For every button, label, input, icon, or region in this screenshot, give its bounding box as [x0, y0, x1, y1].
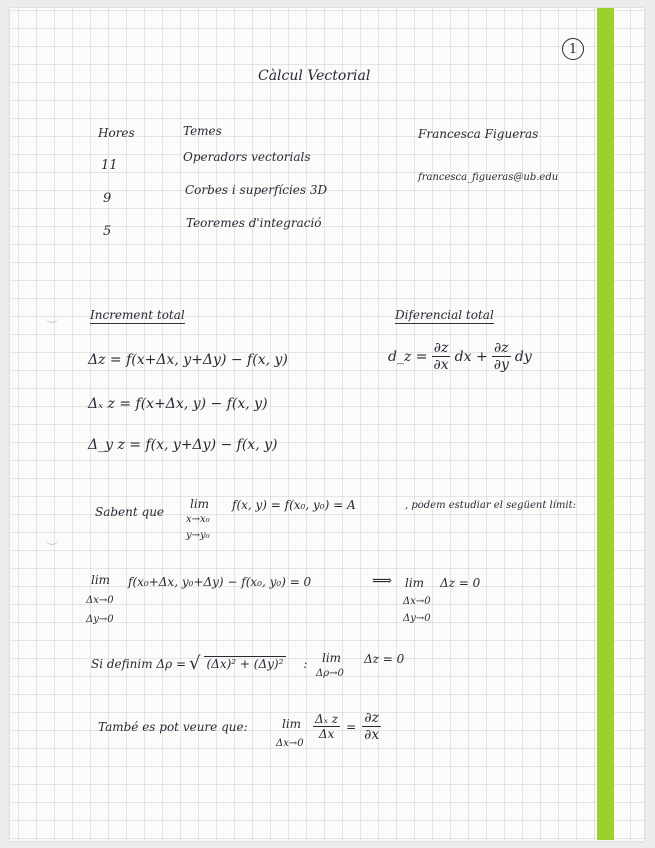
difference-quotient — [313, 712, 340, 741]
define-colon: : — [303, 656, 308, 671]
lim-subscript: Δy→0 — [86, 614, 114, 625]
schedule-hours: 5 — [103, 224, 112, 239]
sqrt-icon: √ — [189, 653, 201, 674]
partial-fraction — [362, 710, 381, 743]
fraction-denominator: ∂x — [433, 357, 449, 373]
schedule-topic: Operadors vectorials — [183, 150, 311, 164]
limit-expression: f(x₀+Δx, y₀+Δy) − f(x₀, y₀) = 0 — [128, 575, 312, 589]
lim-subscript: Δρ→0 — [316, 668, 344, 679]
define-lead: Si definim Δρ = — [91, 656, 187, 671]
knowing-lead: Sabent que — [95, 505, 165, 519]
increment-eq-x: Δₓ z = f(x+Δx, y) − f(x, y) — [88, 396, 268, 412]
lim-subscript: Δx→0 — [276, 738, 304, 749]
fraction-denominator: Δx — [318, 727, 335, 741]
lim-subscript: Δx→0 — [403, 596, 431, 607]
lim-subscript: x→x₀ — [186, 514, 210, 525]
lim-subscript: Δx→0 — [86, 595, 114, 606]
fraction-denominator: ∂y — [493, 357, 509, 373]
increment-heading: Increment total — [90, 308, 185, 322]
author-name: Francesca Figueras — [418, 127, 539, 141]
partial-fraction — [492, 340, 511, 373]
topics-header: Temes — [183, 124, 222, 138]
lim-subscript: y→y₀ — [186, 530, 210, 541]
schedule-hours: 11 — [101, 158, 118, 173]
define-expression: Δz = 0 — [364, 652, 405, 666]
fraction-numerator: ∂z — [364, 710, 379, 726]
schedule-topic: Corbes i superfícies 3D — [185, 183, 328, 197]
differential-equation — [388, 340, 532, 373]
fraction-denominator: ∂x — [364, 727, 380, 743]
knowing-tail: , podem estudiar el següent límit: — [405, 500, 576, 511]
differential-term: dy — [514, 348, 532, 365]
increment-eq-y: Δ_y z = f(x, y+Δy) − f(x, y) — [88, 437, 278, 453]
limit-rhs-expression: Δz = 0 — [440, 576, 481, 590]
define-line — [91, 653, 307, 674]
differential-lhs: d_z = — [388, 348, 428, 365]
fraction-numerator: Δₓ z — [315, 712, 339, 726]
hours-header: Hores — [98, 126, 135, 140]
fraction-numerator: ∂z — [493, 340, 509, 356]
also-lead: També es pot veure que: — [98, 720, 248, 734]
lim-subscript: Δy→0 — [403, 613, 431, 624]
lim-symbol: lim — [91, 573, 111, 587]
equals-sign: = — [346, 719, 357, 734]
lim-symbol: lim — [322, 651, 342, 665]
partial-fraction — [432, 340, 451, 373]
green-margin-strip — [597, 8, 614, 840]
differential-heading: Diferencial total — [395, 308, 494, 322]
differential-term: dx + — [454, 348, 488, 365]
lim-symbol: lim — [405, 576, 425, 590]
page-title: Càlcul Vectorial — [258, 68, 371, 84]
implies-arrow: ⟹ — [372, 573, 393, 589]
schedule-hours: 9 — [103, 191, 112, 206]
sqrt-content: (Δx)² + (Δy)² — [204, 656, 287, 671]
schedule-topic: Teoremes d'integració — [186, 216, 322, 230]
author-email: francesca_figueras@ub.edu — [418, 172, 559, 183]
fraction-numerator: ∂z — [433, 340, 449, 356]
also-equation — [313, 710, 381, 743]
increment-eq-total: Δz = f(x+Δx, y+Δy) − f(x, y) — [88, 352, 288, 368]
knowing-expression: f(x, y) = f(x₀, y₀) = A — [232, 498, 356, 512]
page-number: 1 — [562, 38, 584, 60]
lim-symbol: lim — [282, 717, 302, 731]
lim-symbol: lim — [190, 497, 210, 511]
